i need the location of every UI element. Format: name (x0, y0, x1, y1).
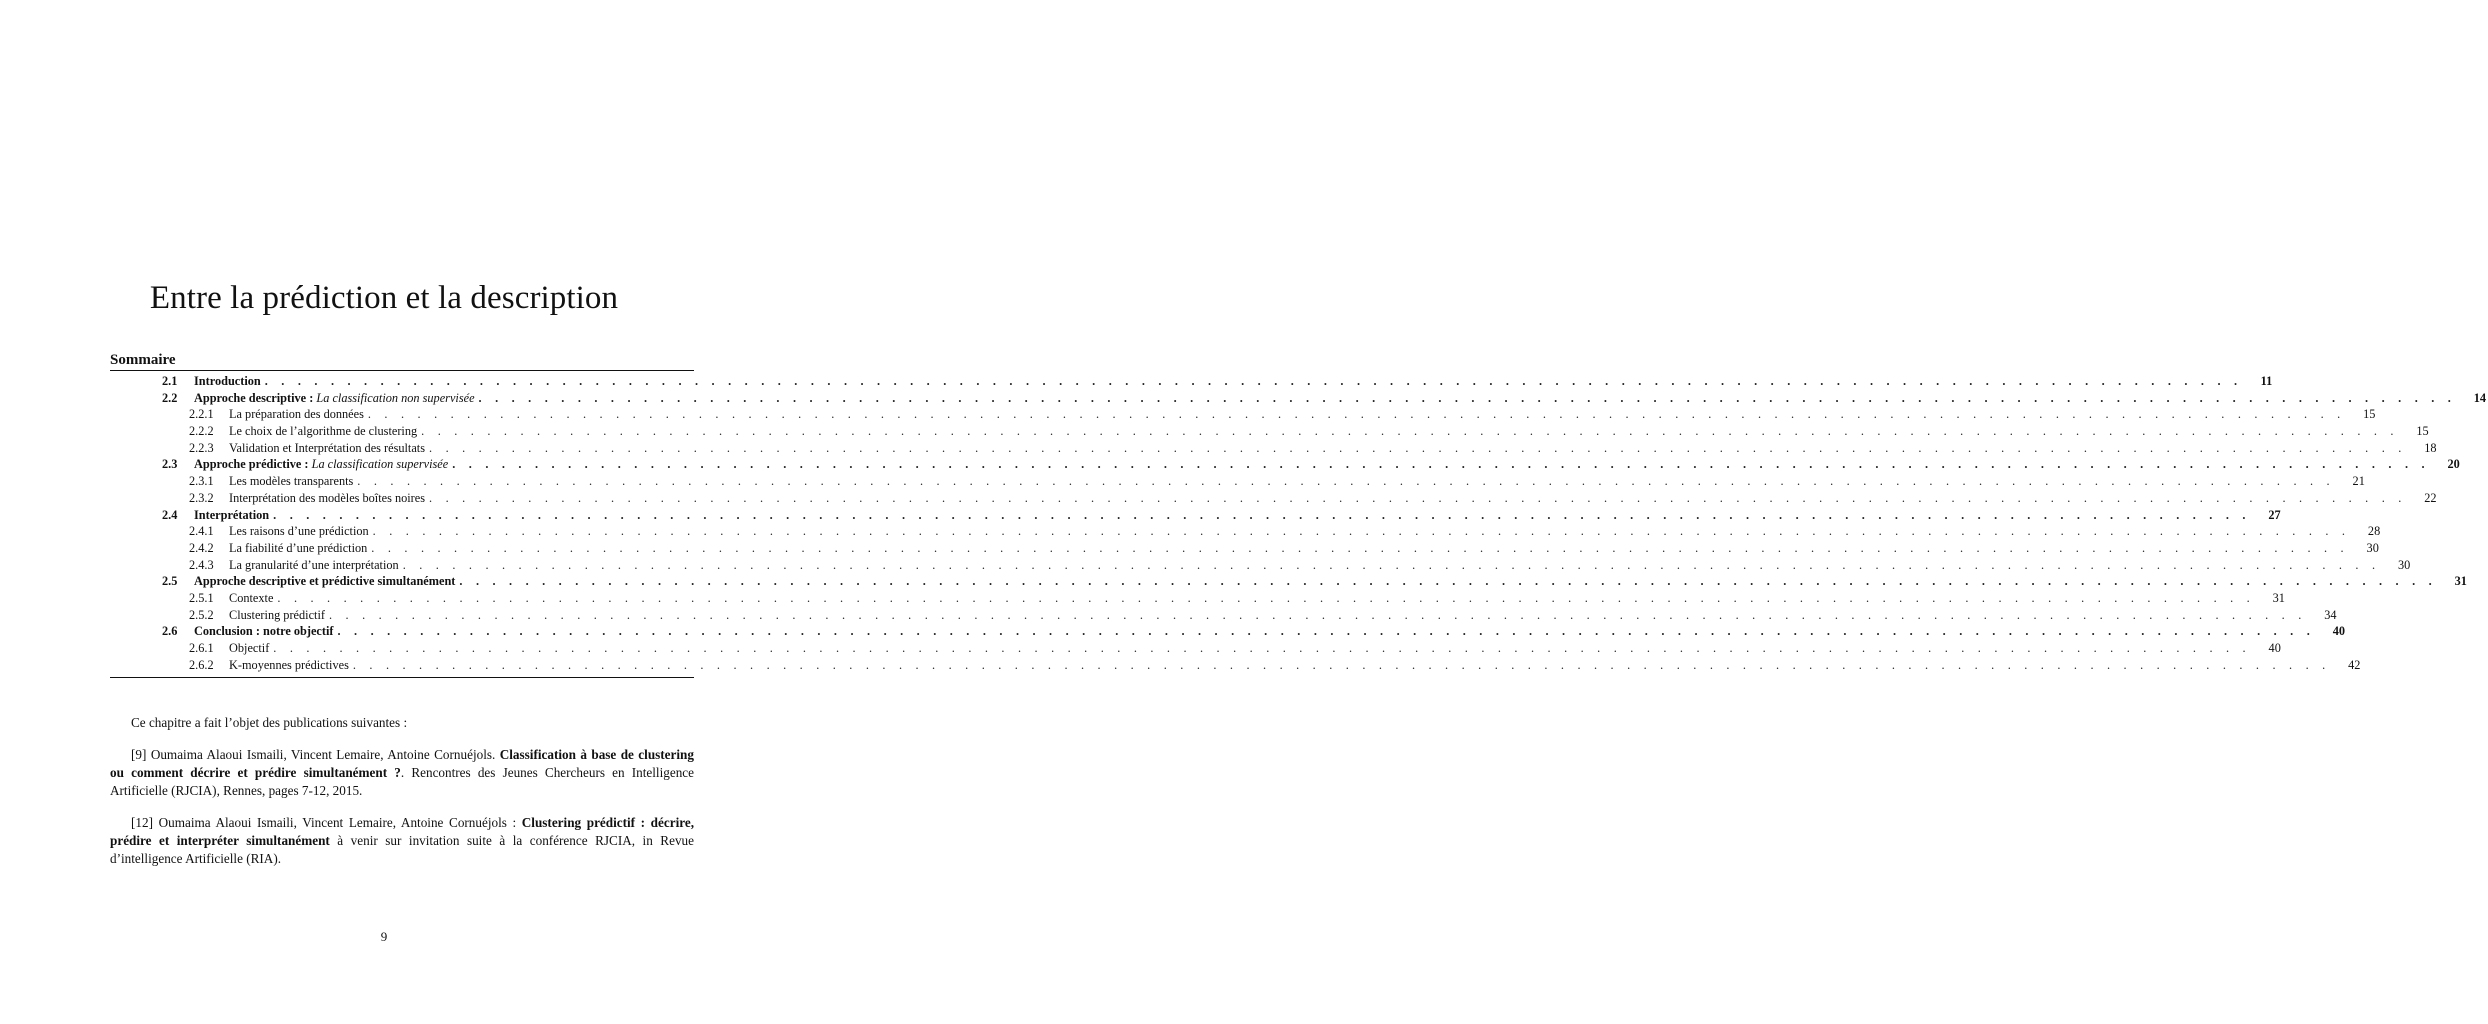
toc-entry-title (229, 640, 273, 657)
toc-section-entry[interactable] (110, 623, 2346, 640)
toc-subsection-entry[interactable] (110, 540, 2379, 557)
toc-bottom-rule (110, 677, 694, 678)
toc-entry-number: 2.4.3 (189, 557, 214, 572)
toc-dot-leader: . . . . . . . . . . . . . . . . . . . . . . . . . . . . . . . . . . . . . . . . . . . . . . . . . . . . . . . . . . . . . . . . . . . . . . . . . . . . . . . . . . . . . . . . . . . . . . . . . . . . . . . . . . . . . . . . . . . . . . . . (337, 624, 2316, 639)
toc-entry-title (194, 373, 265, 390)
toc-dot-leader: . . . . . . . . . . . . . . . . . . . . . . . . . . . . . . . . . . . . . . . . . . . . . . . . . . . . . . . . . . . . . . . . . . . . . . . . . . . . . . . . . . . . . . . . . . . . . . . . . . . . . . . . . . . . . . . . . . . . . . . . (367, 407, 2346, 422)
toc-entry-page: 42 (2348, 657, 2361, 672)
publication-ref (110, 814, 694, 868)
toc-entry-page: 22 (2424, 490, 2437, 505)
toc-entry-number: 2.2 (162, 390, 178, 405)
toc-entry-number: 2.2.3 (189, 440, 214, 455)
toc-dot-leader: . . . . . . . . . . . . . . . . . . . . . . . . . . . . . . . . . . . . . . . . . . . . . . . . . . . . . . . . . . . . . . . . . . . . . . . . . . . . . . . . . . . . . . . . . . . . . . . . . . . . . . . . . . . . . . . . . . . . . . . . (277, 590, 2255, 605)
toc-entry-title (194, 456, 452, 473)
toc-entry-title-text: Le choix de l’algorithme de clustering (229, 424, 418, 439)
toc-subsection-entry[interactable] (110, 590, 2285, 607)
ref-label: [12] (131, 815, 153, 830)
toc-dot-leader: . . . . . . . . . . . . . . . . . . . . . . . . . . . . . . . . . . . . . . . . . . . . . . . . . . . . . . . . . . . . . . . . . . . . . . . . . . . . . . . . . . . . . . . . . . . . . . . . . . . . . . . . . . . . . . . . . . . . . . . . (371, 540, 2349, 555)
toc-entry-number: 2.3 (162, 457, 178, 472)
toc-entry-page: 34 (2324, 607, 2337, 622)
toc-subsection-entry[interactable] (110, 557, 2411, 574)
toc-dot-leader: . . . . . . . . . . . . . . . . . . . . . . . . . . . . . . . . . . . . . . . . . . . . . . . . . . . . . . . . . . . . . . . . . . . . . . . . . . . . . . . . . . . . . . . . . . . . . . . . . . . . . . . . . . . . . . . . . . . . . . . . (478, 390, 2457, 405)
toc-subsection-entry[interactable] (110, 490, 2437, 507)
toc-subsection-entry[interactable] (110, 640, 2281, 657)
toc-section-entry[interactable] (110, 373, 2273, 390)
toc-subsection-entry[interactable] (110, 406, 2376, 423)
toc-entry-title (229, 523, 373, 540)
toc-entry-title (229, 490, 429, 507)
toc-entry-title-text: Approche descriptive et prédictive simultanément (194, 574, 456, 589)
toc-entry-number: 2.6.2 (189, 657, 214, 672)
toc-dot-leader: . . . . . . . . . . . . . . . . . . . . . . . . . . . . . . . . . . . . . . . . . . . . . . . . . . . . . . . . . . . . . . . . . . . . . . . . . . . . . . . . . . . . . . . . . . . . . . . . . . . . . . . . . . . . . . . . . . . . . . . . (357, 474, 2335, 489)
toc-entry-title-text: La fiabilité d’une prédiction (229, 540, 368, 555)
toc-entry-page: 40 (2268, 641, 2281, 655)
toc-entry-page: 21 (2352, 474, 2365, 489)
toc-entry-title (194, 573, 459, 590)
ref-title: Classification à base de clustering ou comment décrire et prédire simultanément ? (110, 747, 694, 780)
toc-dot-leader: . . . . . . . . . . . . . . . . . . . . . . . . . . . . . . . . . . . . . . . . . . . . . . . . . . . . . . . . . . . . . . . . . . . . . . . . . . . . . . . . . . . . . . . . . . . . . . . . . . . . . . . . . . . . . . . . . . . . . . . . (372, 524, 2351, 539)
toc-entry-title (229, 607, 329, 624)
toc-dot-leader: . . . . . . . . . . . . . . . . . . . . . . . . . . . . . . . . . . . . . . . . . . . . . . . . . . . . . . . . . . . . . . . . . . . . . . . . . . . . . . . . . . . . . . . . . . . . . . . . . . . . . . . . . . . . . . . . . . . . . . . . (421, 424, 2399, 439)
toc-entry-page: 40 (2332, 624, 2346, 639)
toc-entry-page: 15 (2416, 424, 2429, 439)
toc-heading: Sommaire (110, 352, 176, 368)
publications-intro: Ce chapitre a fait l’objet des publications suivantes : (131, 715, 408, 730)
toc-section-entry[interactable] (110, 507, 2281, 524)
toc-dot-leader: . . . . . . . . . . . . . . . . . . . . . . . . . . . . . . . . . . . . . . . . . . . . . . . . . . . . . . . . . . . . . . . . . . . . . . . . . . . . . . . . . . . . . . . . . . . . . . . . . . . . . . . . . . . . . . . . . . . . . . . . (402, 557, 2381, 572)
toc-entry-title (229, 406, 368, 423)
toc-entry-page: 20 (2447, 457, 2460, 472)
toc-subsection-entry[interactable] (110, 473, 2365, 490)
toc-entry-number: 2.1 (162, 374, 178, 388)
toc-entries (110, 371, 2487, 677)
toc-entry-page: 15 (2363, 407, 2376, 422)
toc-entry-title-text: La granularité d’une interprétation (229, 557, 399, 572)
toc-dot-leader: . . . . . . . . . . . . . . . . . . . . . . . . . . . . . . . . . . . . . . . . . . . . . . . . . . . . . . . . . . . . . . . . . . . . . . . . . . . . . . . . . . . . . . . . . . . . . . . . . . . . . . . . . . . . . . . . . . . . . . . . (429, 440, 2407, 455)
toc-entry-title-text: Clustering prédictif (229, 607, 325, 622)
toc-entry-title-text: K-moyennes prédictives (229, 657, 349, 672)
ref-venue: à venir sur invitation suite à la conférence RJCIA, in Revue d’intelligence Artificielle (RIA). (110, 833, 695, 866)
toc-entry-title (194, 507, 273, 524)
toc-section-entry[interactable] (110, 390, 2487, 407)
toc-dot-leader: . . . . . . . . . . . . . . . . . . . . . . . . . . . . . . . . . . . . . . . . . . . . . . . . . . . . . . . . . . . . . . . . . . . . . . . . . . . . . . . . . . . . . . . . . . . . . . . . . . . . . . . . . . . . . . . . . . . . . . . . (452, 457, 2430, 472)
toc-entry-page: 30 (2397, 557, 2411, 572)
toc-entry-title-text: Contexte (229, 590, 274, 605)
toc-entry-title (229, 590, 277, 607)
toc-subsection-entry[interactable] (110, 523, 2381, 540)
toc-entry-page: 31 (2454, 574, 2467, 589)
page-number: 9 (380, 929, 388, 944)
toc-entry-title-text: Validation et Interprétation des résultats (229, 440, 426, 455)
toc-entry-title-text: Conclusion : notre objectif (194, 624, 334, 639)
toc-entry-title (194, 623, 337, 640)
toc-entry-page: 31 (2272, 590, 2285, 605)
toc-entry-subtitle: La classification supervisée (311, 457, 449, 472)
toc-entry-number: 2.6.1 (189, 641, 214, 655)
toc-entry-title (229, 657, 353, 674)
toc-entry-number: 2.4.1 (189, 524, 214, 539)
toc-entry-title (229, 557, 403, 574)
ref-title: Clustering prédictif : décrire, prédire et interpréter simultanément (110, 815, 694, 848)
toc-entry-title (229, 473, 357, 490)
publication-ref (110, 746, 694, 800)
toc-entry-number: 2.2.2 (189, 424, 214, 439)
toc-entry-title-text: Interprétation des modèles boîtes noires (229, 490, 426, 505)
toc-entry-title (229, 440, 429, 457)
toc-entry-title-text: Objectif (229, 641, 270, 655)
toc-entry-title (229, 540, 371, 557)
toc-entry-title-text: Les raisons d’une prédiction (229, 524, 369, 539)
toc-section-entry[interactable] (110, 456, 2460, 473)
toc-dot-leader: . . . . . . . . . . . . . . . . . . . . . . . . . . . . . . . . . . . . . . . . . . . . . . . . . . . . . . . . . . . . . . . . . . . . . . . . . . . . . . . . . . . . . . . . . . . . . . . . . . . . . . . . . . . . . . . . . . . . . . . . (264, 374, 2243, 388)
toc-entry-number: 2.5.1 (189, 590, 214, 605)
toc-entry-page: 27 (2268, 507, 2281, 522)
ref-label: [9] (131, 747, 147, 762)
toc-entry-title-text: Approche prédictive : (194, 457, 312, 472)
toc-section-entry[interactable] (110, 573, 2467, 590)
toc-entry-page: 11 (2260, 374, 2273, 388)
toc-entry-title-text: Interprétation (194, 507, 270, 522)
toc-entry-page: 14 (2473, 390, 2487, 405)
toc-entry-number: 2.2.1 (189, 407, 214, 422)
toc-entry-page: 18 (2424, 440, 2437, 455)
toc-dot-leader: . . . . . . . . . . . . . . . . . . . . . . . . . . . . . . . . . . . . . . . . . . . . . . . . . . . . . . . . . . . . . . . . . . . . . . . . . . . . . . . . . . . . . . . . . . . . . . . . . . . . . . . . . . . . . . . . . . . . . . . . (273, 507, 2251, 522)
ref-authors: Oumaima Alaoui Ismaili, Vincent Lemaire, Antoine Cornuéjols : (158, 815, 517, 830)
toc-entry-page: 30 (2366, 540, 2379, 555)
toc-subsection-entry[interactable] (110, 607, 2337, 624)
toc-dot-leader: . . . . . . . . . . . . . . . . . . . . . . . . . . . . . . . . . . . . . . . . . . . . . . . . . . . . . . . . . . . . . . . . . . . . . . . . . . . . . . . . . . . . . . . . . . . . . . . . . . . . . . . . . . . . . . . . . . . . . . . . (273, 641, 2251, 655)
toc-dot-leader: . . . . . . . . . . . . . . . . . . . . . . . . . . . . . . . . . . . . . . . . . . . . . . . . . . . . . . . . . . . . . . . . . . . . . . . . . . . . . . . . . . . . . . . . . . . . . . . . . . . . . . . . . . . . . . . . . . . . . . . . (352, 657, 2331, 672)
toc-entry-number: 2.3.2 (189, 490, 214, 505)
toc-entry-title-text: Les modèles transparents (229, 474, 354, 489)
toc-entry-number: 2.4.2 (189, 540, 214, 555)
toc-entry-title-text: Approche descriptive : (194, 390, 317, 405)
toc-entry-title (194, 390, 479, 407)
toc-subsection-entry[interactable] (110, 423, 2429, 440)
toc-subsection-entry[interactable] (110, 657, 2361, 674)
toc-entry-number: 2.5.2 (189, 607, 214, 622)
toc-entry-title-text: Introduction (194, 374, 261, 388)
toc-entry-number: 2.6 (162, 624, 178, 639)
toc-entry-subtitle: La classification non supervisée (316, 390, 475, 405)
toc-subsection-entry[interactable] (110, 440, 2437, 457)
toc-entry-number: 2.3.1 (189, 474, 214, 489)
toc-entry-page: 28 (2367, 524, 2381, 539)
toc-dot-leader: . . . . . . . . . . . . . . . . . . . . . . . . . . . . . . . . . . . . . . . . . . . . . . . . . . . . . . . . . . . . . . . . . . . . . . . . . . . . . . . . . . . . . . . . . . . . . . . . . . . . . . . . . . . . . . . . . . . . . . . . (429, 490, 2407, 505)
publications-section (110, 714, 694, 882)
table-of-contents (110, 352, 2487, 678)
toc-entry-number: 2.4 (162, 507, 178, 522)
toc-dot-leader: . . . . . . . . . . . . . . . . . . . . . . . . . . . . . . . . . . . . . . . . . . . . . . . . . . . . . . . . . . . . . . . . . . . . . . . . . . . . . . . . . . . . . . . . . . . . . . . . . . . . . . . . . . . . . . . . . . . . . . . . (459, 574, 2437, 589)
toc-entry-title-text: La préparation des données (229, 407, 364, 422)
chapter-title: Entre la prédiction et la description (149, 280, 619, 317)
ref-authors: Oumaima Alaoui Ismaili, Vincent Lemaire, Antoine Cornuéjols. (150, 747, 496, 762)
toc-entry-number: 2.5 (162, 574, 178, 589)
toc-entry-title (229, 423, 421, 440)
ref-venue: . Rencontres des Jeunes Chercheurs en Intelligence Artificielle (RJCIA), Rennes, pages 7-12, 2015. (110, 765, 694, 798)
toc-dot-leader: . . . . . . . . . . . . . . . . . . . . . . . . . . . . . . . . . . . . . . . . . . . . . . . . . . . . . . . . . . . . . . . . . . . . . . . . . . . . . . . . . . . . . . . . . . . . . . . . . . . . . . . . . . . . . . . . . . . . . . . . (328, 607, 2307, 622)
